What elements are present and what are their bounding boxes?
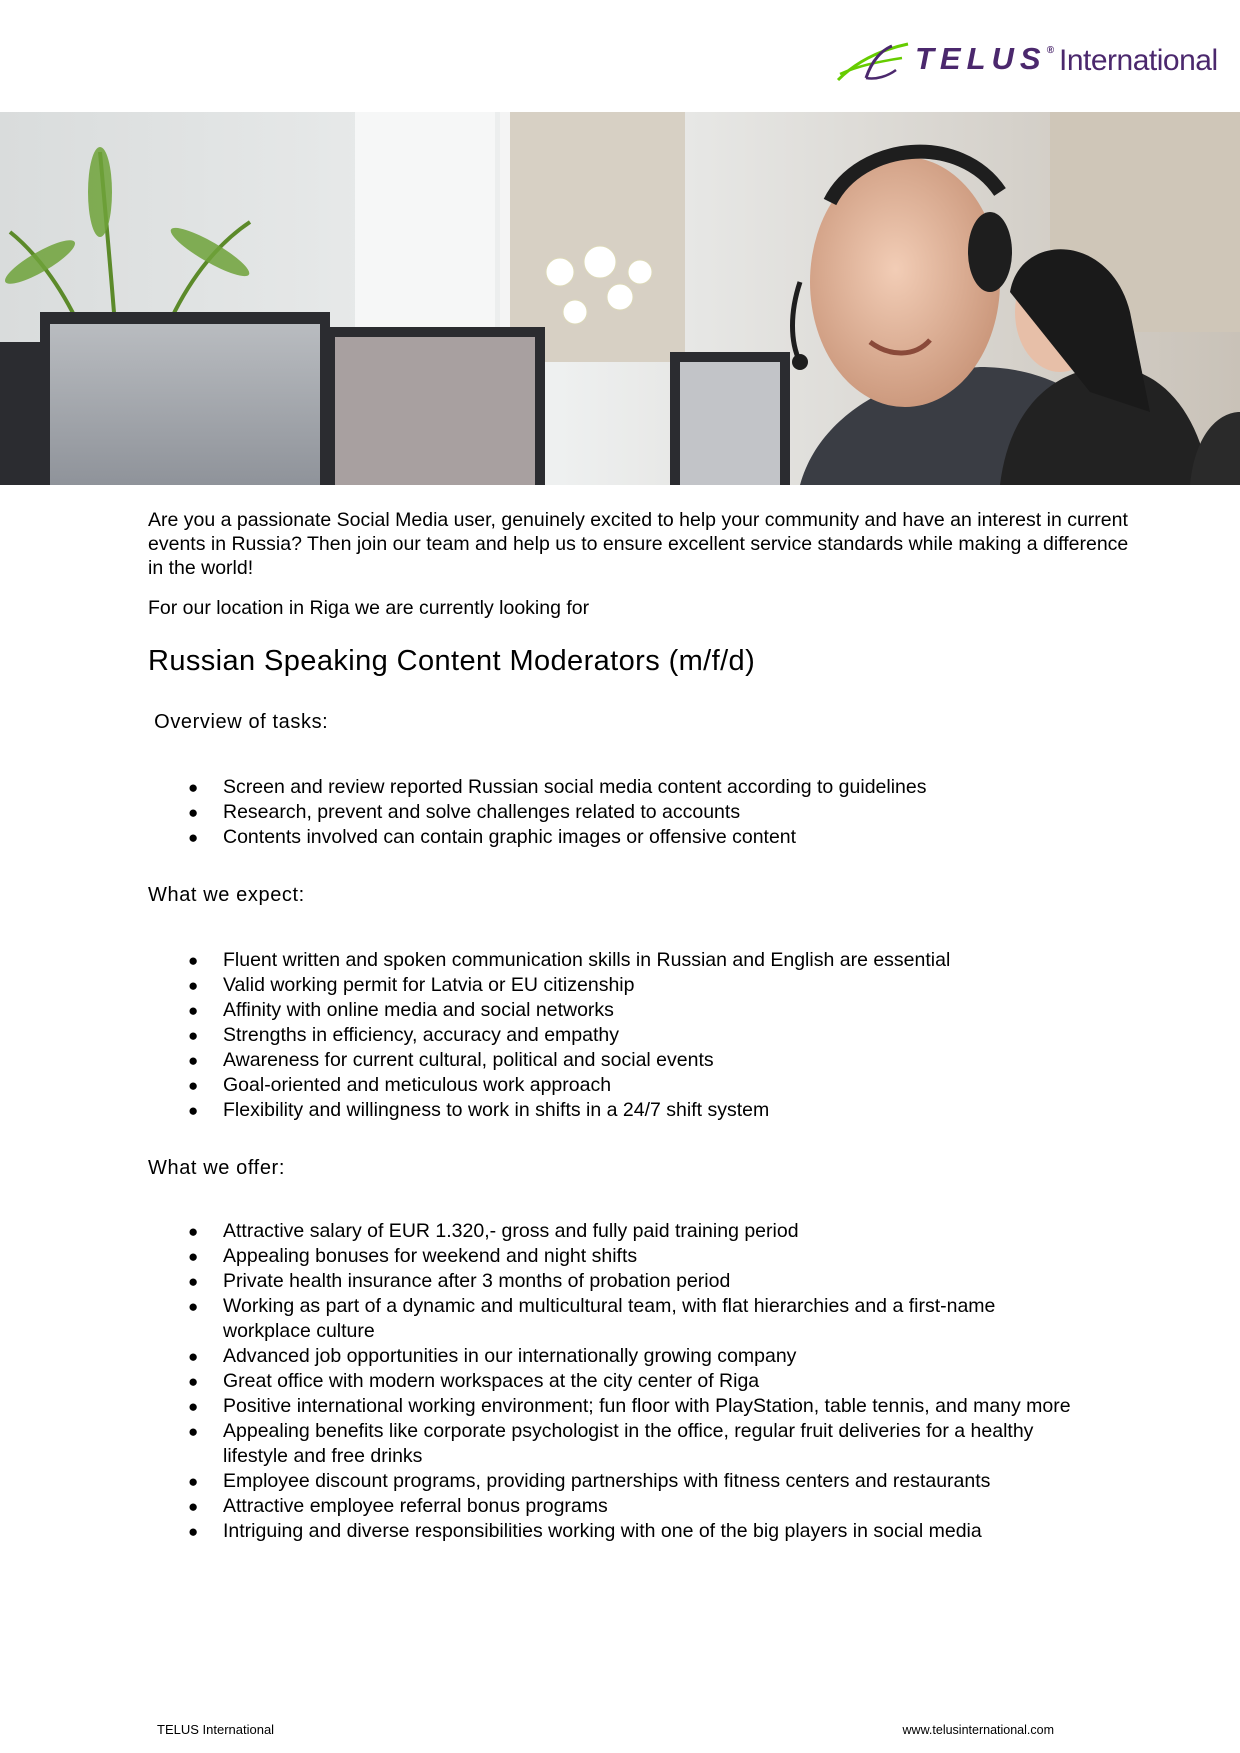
- list-item: ● Positive international working environment; fun floor with PlayStation, table tennis, and many more: [188, 1395, 1071, 1417]
- list-item: ● Screen and review reported Russian social media content according to guidelines: [188, 776, 927, 798]
- tasks-list: [148, 775, 1148, 850]
- telus-international-logo: [836, 40, 1216, 84]
- bullet-icon: ●: [188, 1101, 199, 1120]
- list-item: ● Working as part of a dynamic and multicultural team, with flat hierarchies and a first-name workplace culture: [188, 1295, 996, 1342]
- list-item: ● Goal-oriented and meticulous work approach: [188, 1074, 612, 1096]
- list-item: ● Affinity with online media and social networks: [188, 999, 614, 1021]
- list-item: ● Advanced job opportunities in our internationally growing company: [188, 1345, 797, 1367]
- bullet-icon: ●: [188, 1222, 199, 1241]
- bullet-icon: ●: [188, 1272, 199, 1291]
- list-item: ● Employee discount programs, providing partnerships with fitness centers and restaurants: [188, 1470, 991, 1492]
- list-item: ● Fluent written and spoken communication skills in Russian and English are essential: [188, 949, 951, 971]
- bullet-icon: ●: [188, 1026, 199, 1045]
- offer-list: [148, 1219, 1148, 1544]
- bullet-icon: ●: [188, 1472, 199, 1491]
- intro-paragraph: Are you a passionate Social Media user, genuinely excited to help your community and have an interest in current events in Russia? Then join our team and help us to ensure excellent service standards while making a difference in the world!: [148, 509, 1129, 579]
- footer-website-link[interactable]: www.telusinternational.com: [902, 1723, 1054, 1737]
- bullet-icon: ●: [188, 1347, 199, 1366]
- bullet-icon: ●: [188, 1001, 199, 1020]
- bullet-icon: ●: [188, 1247, 199, 1266]
- list-item: ● Flexibility and willingness to work in shifts in a 24/7 shift system: [188, 1099, 770, 1121]
- list-item: ● Valid working permit for Latvia or EU citizenship: [188, 974, 635, 996]
- bullet-icon: ●: [188, 1076, 199, 1095]
- tasks-heading: Overview of tasks:: [148, 711, 329, 733]
- bullet-icon: ●: [188, 803, 199, 822]
- list-item: ● Intriguing and diverse responsibilities working with one of the big players in social media: [188, 1520, 982, 1542]
- brand-suffix: International: [1059, 44, 1218, 77]
- hero-image: [0, 112, 1240, 485]
- list-item: ● Research, prevent and solve challenges related to accounts: [188, 801, 741, 823]
- list-item: ● Attractive salary of EUR 1.320,- gross and fully paid training period: [188, 1220, 799, 1242]
- bullet-icon: ●: [188, 778, 199, 797]
- expect-heading: What we expect:: [148, 884, 305, 906]
- bullet-icon: ●: [188, 951, 199, 970]
- job-posting-body: [148, 508, 1148, 1544]
- bullet-icon: ●: [188, 1297, 199, 1316]
- telus-leaf-icon: [836, 40, 912, 84]
- bullet-icon: ●: [188, 1422, 199, 1441]
- expect-list: [148, 948, 1148, 1123]
- list-item: ● Appealing benefits like corporate psychologist in the office, regular fruit deliveries for a healthy lifestyle and free drinks: [188, 1420, 1034, 1467]
- list-item: ● Strengths in efficiency, accuracy and empathy: [188, 1024, 619, 1046]
- list-item: ● Attractive employee referral bonus programs: [188, 1495, 608, 1517]
- bullet-icon: ●: [188, 1397, 199, 1416]
- bullet-icon: ●: [188, 828, 199, 847]
- list-item: ● Great office with modern workspaces at the city center of Riga: [188, 1370, 760, 1392]
- list-item: ● Awareness for current cultural, political and social events: [188, 1049, 714, 1071]
- list-item: ● Contents involved can contain graphic images or offensive content: [188, 826, 797, 848]
- bullet-icon: ●: [188, 1051, 199, 1070]
- list-item: ● Private health insurance after 3 months of probation period: [188, 1270, 731, 1292]
- job-title: Russian Speaking Content Moderators (m/f/d): [148, 645, 756, 677]
- bullet-icon: ●: [188, 1522, 199, 1541]
- brand-name: TELUS®: [915, 41, 1054, 76]
- list-item: ● Appealing bonuses for weekend and night shifts: [188, 1245, 638, 1267]
- bullet-icon: ●: [188, 1497, 199, 1516]
- location-line: For our location in Riga we are currently looking for: [148, 597, 590, 619]
- offer-heading: What we offer:: [148, 1157, 285, 1179]
- bullet-icon: ●: [188, 1372, 199, 1391]
- footer-company: TELUS International: [157, 1722, 275, 1737]
- bullet-icon: ●: [188, 976, 199, 995]
